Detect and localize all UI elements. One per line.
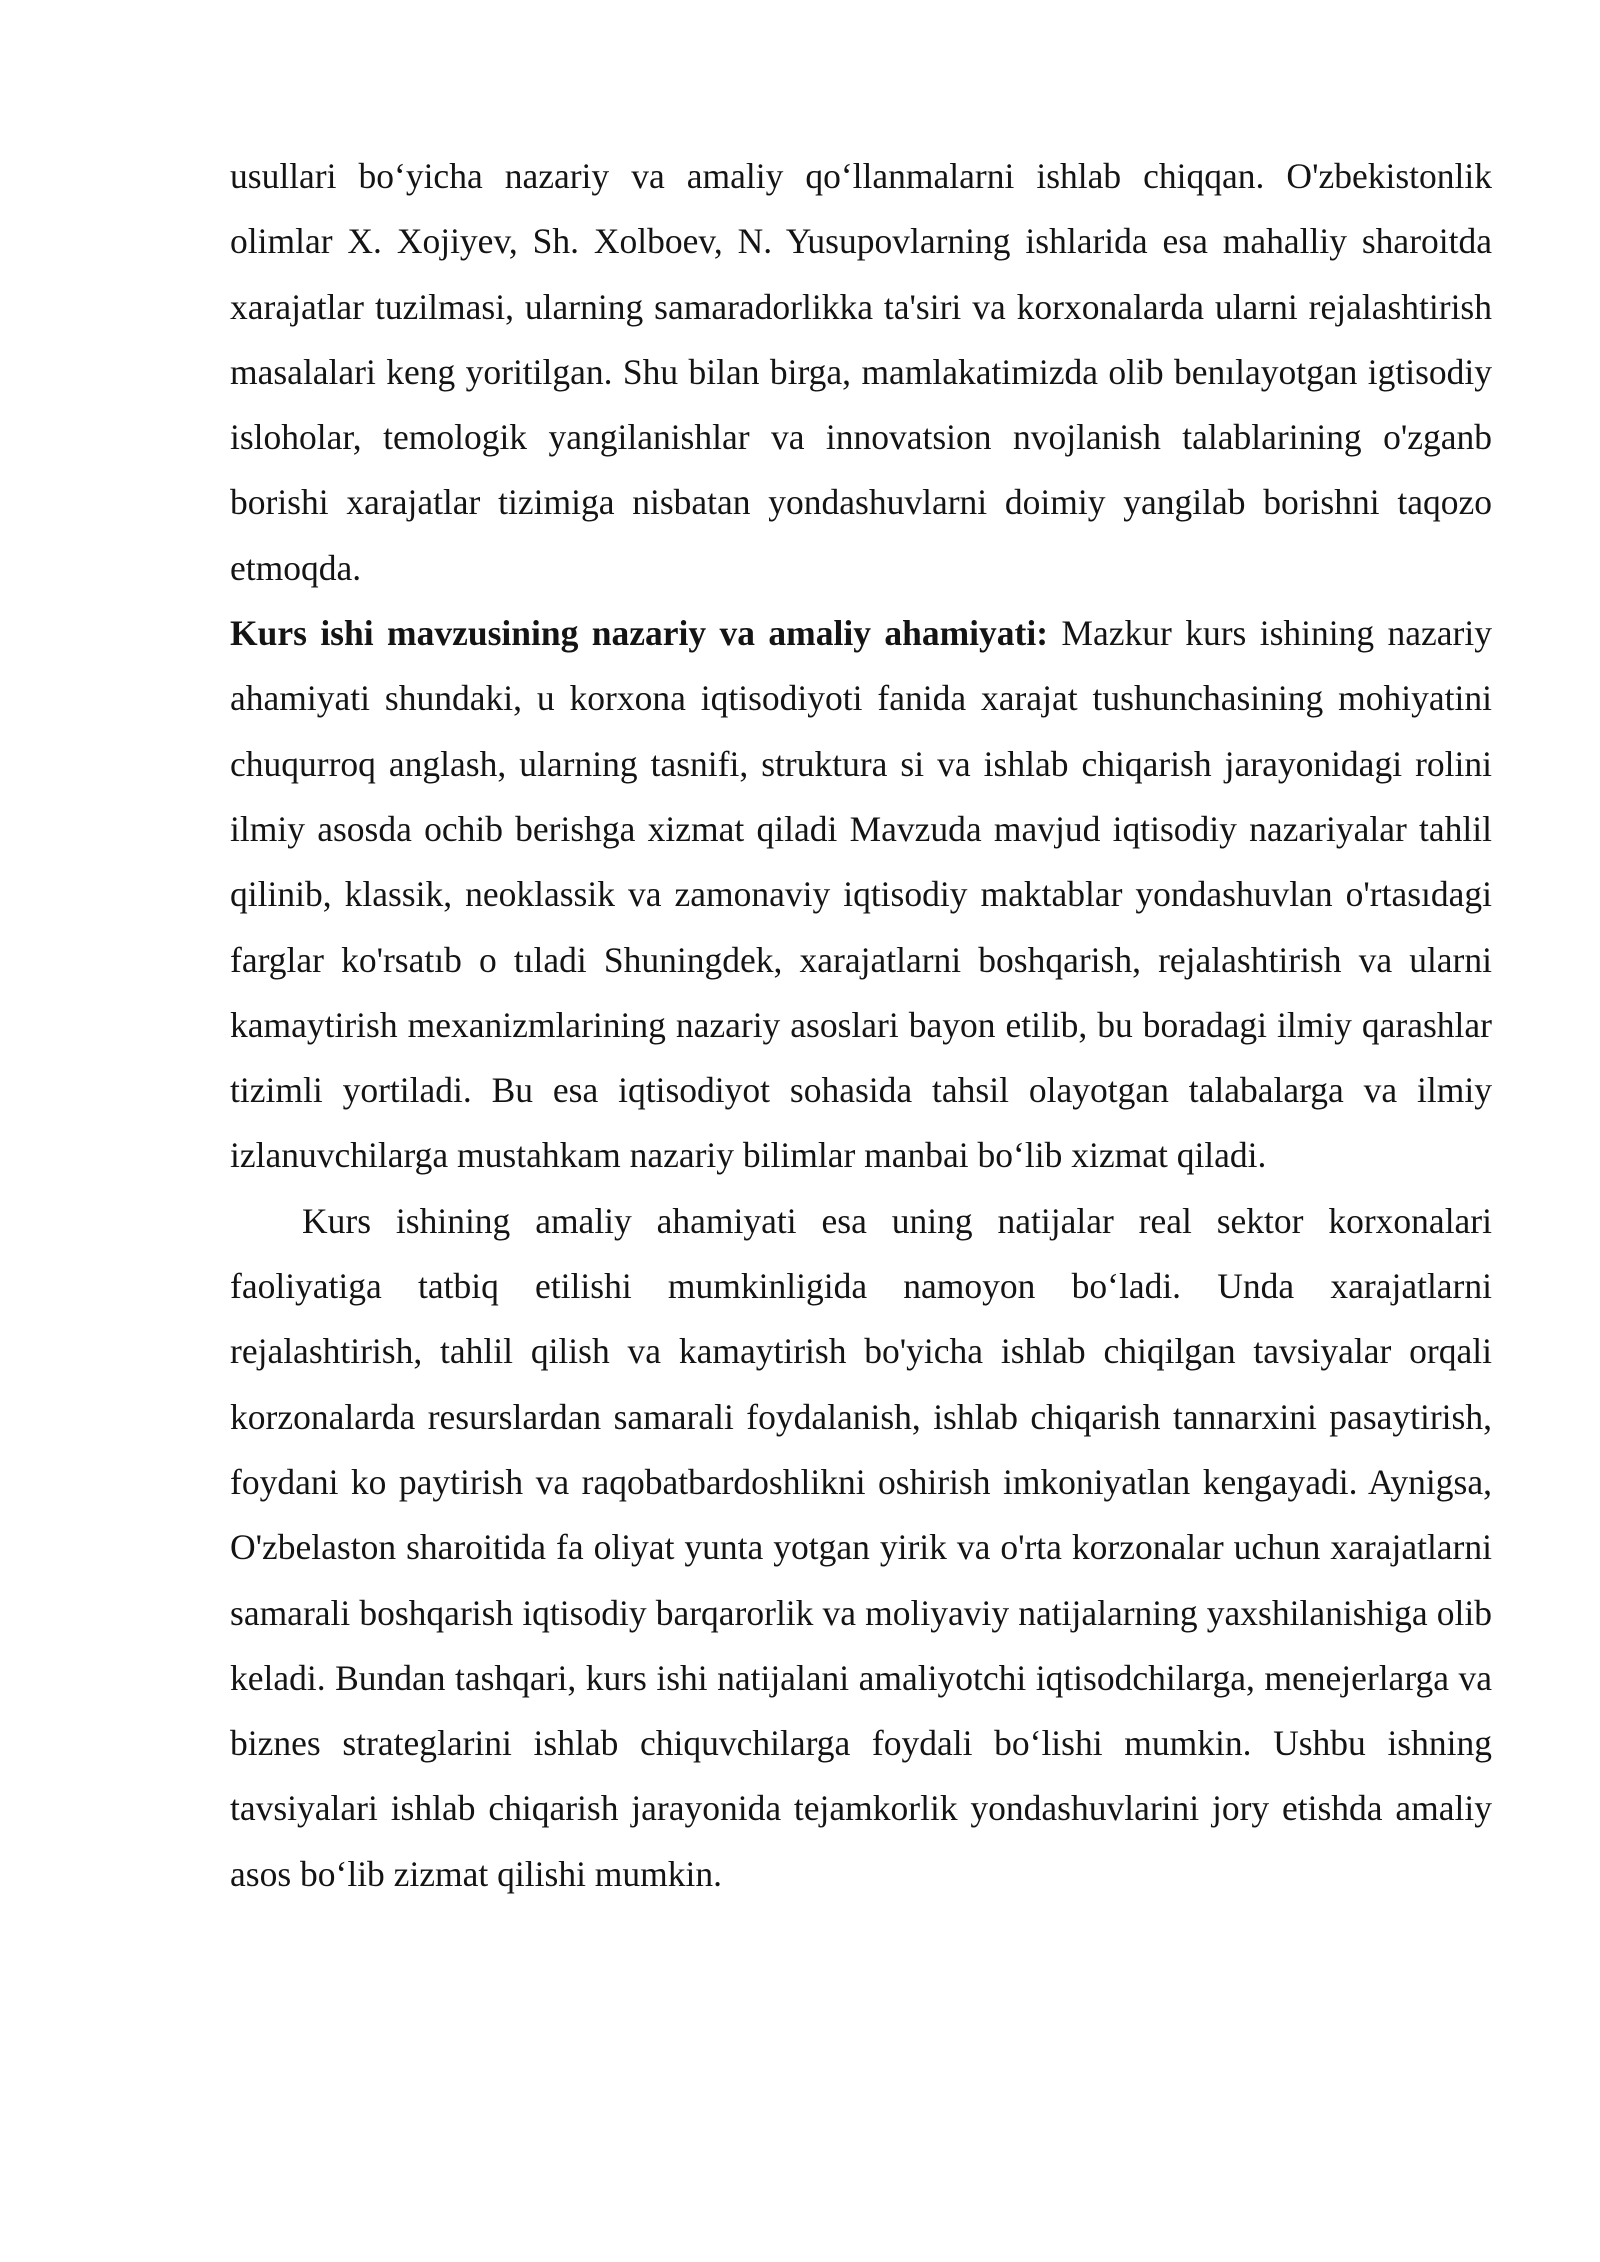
paragraph-1: usullari bo‘yicha nazariy va amaliy qo‘llanmalarni ishlab chiqqan. O'zbekistonlik olimlar X. Xojiyev, Sh. Xolboev, N. Yusupovlarning ishlarida esa mahalliy sharoitda xarajatlar tuzilmasi, ularning samaradorlikka ta'siri va korxonalarda ularni rejalashtirish masalalari keng yoritilgan. Shu bilan birga, mamlakatimizda olib benılayotgan igtisodiy isloholar, temologik yangilanishlar va innovatsion nvojlanish talablarining o'zganb borishi xarajatlar tizimiga nisbatan yondashuvlarni doimiy yangilab borishni taqozo etmoqda. — [230, 156, 1492, 588]
paragraph-3: Kurs ishining amaliy ahamiyati esa uning natijalar real sektor korxonalari faoliyatiga tatbiq etilishi mumkinligida namoyon bo‘ladi. Unda xarajatlarni rejalashtirish, tahlil qilish va kamaytirish bo'yicha ishlab chiqilgan tavsiyalar orqali korzonalarda resurslardan samarali foydalanish, ishlab chiqarish tannarxini pasaytirish, foydani ko paytirish va raqobatbardoshlikni oshirish imkoniyatlan kengayadi. Aynigsa, O'zbelaston sharoitida fa oliyat yunta yotgan yirik va o'rta korzonalar uchun xarajatlarni samarali boshqarish iqtisodiy barqarorlik va moliyaviy natijalarning yaxshilanishiga olib keladi. Bundan tashqari, kurs ishi natijalani amaliyotchi iqtisodchilarga, menejerlarga va biznes strateglarini ishlab chiquvchilarga foydali bo‘lishi mumkin. Ushbu ishning tavsiyalari ishlab chiqarish jarayonida tejamkorlik yondashuvlarini jory etishda amaliy asos bo‘lib zizmat qilishi mumkin. — [230, 1200, 1492, 1894]
section-heading: Kurs ishi mavzusining nazariy va amaliy ahamiyati: — [230, 613, 1049, 654]
paragraph-2 — [230, 601, 1492, 1189]
paragraph-2-text: Mazkur kurs ishining nazariy ahamiyati shundaki, u korxona iqtisodiyoti fanida xarajat tushunchasining mohiyatini chuqurroq anglash, ularning tasnifi, struktura si va ishlab chiqarish jarayonidagi rolini ilmiy asosda ochib berishga xizmat qiladi Mavzuda mavjud iqtisodiy nazariyalar tahlil qilinib, klassik, neoklassik va zamonaviy iqtisodiy maktablar yondashuvlan o'rtasıdagi farglar ko'rsatıb o tıladi Shuningdek, xarajatlarni boshqarish, rejalashtirish va ularni kamaytirish mexanizmlarining nazariy asoslari bayon etilib, bu boradagi ilmiy qarashlar tizimli yortiladi. Bu esa iqtisodiyot sohasida tahsil olayotgan talabalarga va ilmiy izlanuvchilarga mustahkam nazariy bilimlar manbai bo‘lib xizmat qiladi. — [230, 613, 1492, 1176]
document-body — [230, 144, 1492, 1907]
